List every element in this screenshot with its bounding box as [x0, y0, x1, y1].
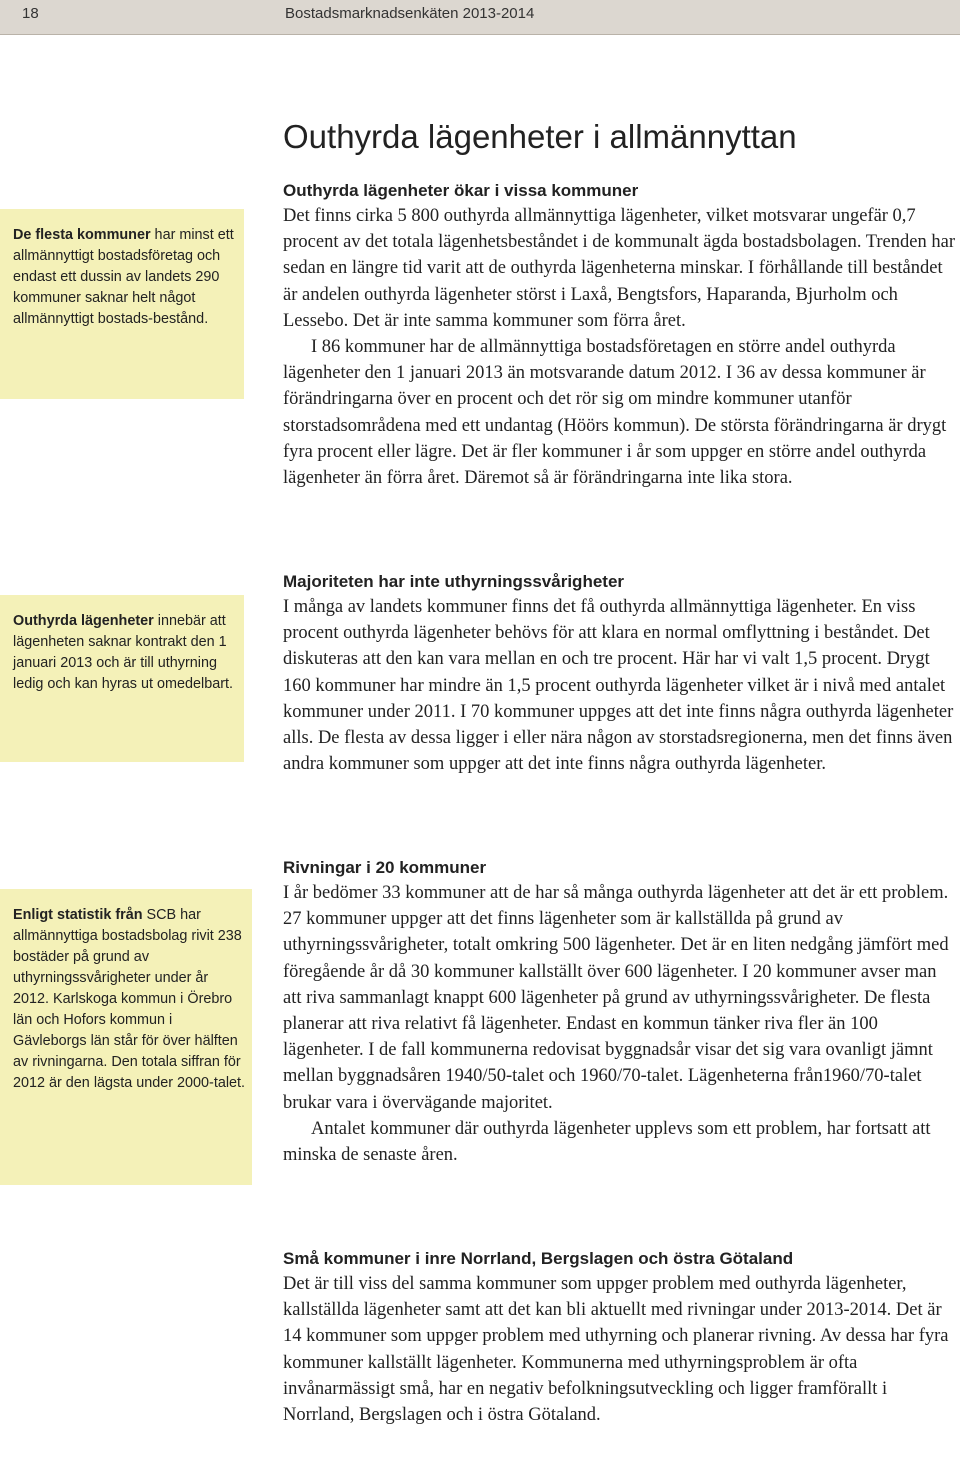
body-paragraph: Antalet kommuner där outhyrda lägenheter upplevs som ett problem, har fortsatt att minska de senaste åren.: [283, 1118, 931, 1166]
section-majoriteten: [283, 570, 955, 777]
section-heading: Majoriteten har inte uthyrningssvårigheter: [283, 572, 625, 591]
fact-box-lead: De flesta kommuner: [13, 227, 151, 243]
page-number: 18: [22, 5, 39, 22]
section-outhyrda-okar: [283, 179, 955, 491]
fact-box-text: SCB har allmännyttiga bostadsbolag rivit 238 bostäder på grund av uthyrningssvårigheter under år 2012. Karlskoga kommun i Örebro län och Hofors kommun i Gävleborgs län står för över hälften av rivningarna. Den totala siffran för 2012 är den lägsta under 2000-talet.: [13, 907, 246, 1091]
section-heading: Rivningar i 20 kommuner: [283, 858, 487, 877]
section-heading: Outhyrda lägenheter ökar i vissa kommuner: [283, 181, 639, 200]
section-heading: Små kommuner i inre Norrland, Bergslagen och östra Götaland: [283, 1249, 794, 1268]
body-paragraph: I många av landets kommuner finns det få outhyrda allmännyttiga lägenheter. En viss procent outhyrda lägenheter behövs för att klara en normal omflyttning i beståndet. Det diskuteras att den kan vara mellan en och tre procent. Här har vi valt 1,5 procent. Drygt 160 kommuner har mindre än 1,5 procent outhyrda lägenheter vilket är i nivå med antalet kommuner under 2011. I 70 kommuner uppges att det inte finns några outhyrda lägenheter alls. De flesta av dessa ligger i eller nära någon av storstadsregionerna, men det finns även andra kommuner som uppger att det inte finns några outhyrda lägenheter.: [283, 597, 954, 775]
fact-box-definition: [0, 595, 244, 762]
fact-box-municipalities: [0, 209, 244, 399]
section-rivningar: [283, 856, 955, 1168]
page-title: Outhyrda lägenheter i allmännyttan: [283, 118, 797, 155]
fact-box-lead: Enligt statistik från: [13, 907, 143, 923]
fact-box-text: har minst ett allmännyttigt bostadsföretag och endast ett dussin av landets 290 kommuner saknar helt något allmännyttigt bostads-bestånd.: [13, 227, 234, 327]
fact-box-statistics: [0, 889, 252, 1185]
body-paragraph: Det är till viss del samma kommuner som uppger problem med outhyrda lägenheter, kallställda lägenheter samt att det kan bli aktuellt med rivningar under 2013-2014. Det är 14 kommuner som uppger problem med uthyrning och planerar rivning. Av dessa har fyra kommuner kallställt lägenheter. Kommunerna med uthyrningsproblem är ofta invånarmässigt små, har en negativ befolkningsutveckling och ligger framförallt i Norrland, Bergslagen och i östra Götaland.: [283, 1274, 949, 1426]
body-paragraph: Det finns cirka 5 800 outhyrda allmännyttiga lägenheter, vilket motsvarar ungefär 0,7 procent av det totala lägenhetsbeståndet i de kommunalt ägda bostadsbolagen. Trenden har sedan en längre tid varit att de outhyrda lägenheterna minskar. I förhållande till beståndet är andelen outhyrda lägenheter störst i Laxå, Bengtsfors, Haparanda, Bjurholm och Lessebo. Det är inte samma kommuner som förra året.: [283, 206, 955, 331]
fact-box-lead: Outhyrda lägenheter: [13, 613, 154, 629]
section-sma-kommuner: [283, 1247, 955, 1428]
page-header: [0, 0, 960, 35]
body-paragraph: I år bedömer 33 kommuner att de har så många outhyrda lägenheter att det är ett problem. 27 kommuner uppger att det finns lägenheter som är kallställda på grund av uthyrningssvårigheter, totalt omkring 500 lägenheter. Det är en liten nedgång jämfört med föregående år då 30 kommuner kallställt över 600 lägenheter. I 20 kommuner avser man att riva sammanlagt knappt 600 lägenheter på grund av uthyrningssvårigheter. De flesta planerar att riva relativt få lägenheter. Endast en kommun tänker riva fler än 100 lägenheter. I de fall kommunerna redovisat byggnadsår visar det sig vara ovanligt jämnt mellan byggnadsåren 1940/50-talet och 1960/70-talet. Lägenheterna från1960/70-talet brukar vara i övervägande majoritet.: [283, 883, 949, 1113]
fact-box-text: innebär att lägenheten saknar kontrakt den 1 januari 2013 och är till uthyrning ledig och kan hyras ut omedelbart.: [13, 613, 233, 692]
body-paragraph: I 86 kommuner har de allmännyttiga bostadsföretagen en större andel outhyrda lägenheter den 1 januari 2013 än motsvarande datum 2012. I 36 av dessa kommuner är förändringarna över en procent och det rör sig om mindre kommuner utanför storstadsområdena med ett undantag (Höörs kommun). De största förändringarna är drygt fyra procent eller lägre. Det är fler kommuner i år som uppger en större andel outhyrda lägenheter än förra året. Däremot så är förändringarna inte lika stora.: [283, 337, 947, 489]
running-title: Bostadsmarknadsenkäten 2013-2014: [285, 5, 535, 22]
